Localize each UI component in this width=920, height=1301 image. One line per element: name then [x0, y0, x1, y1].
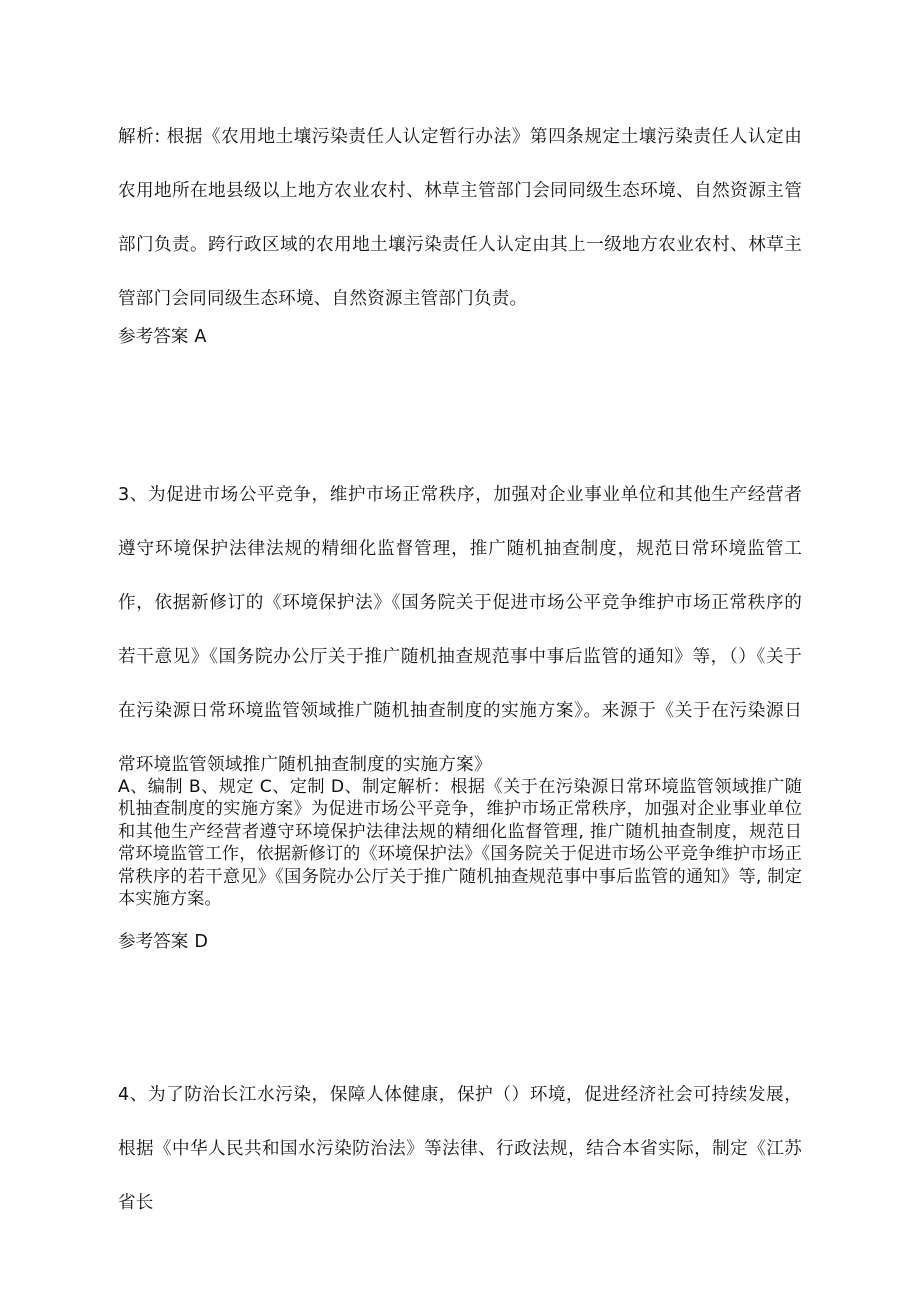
reference-answer-line-1: [118, 322, 802, 352]
question-block-4: [118, 1068, 802, 1230]
reference-answer-letter: D: [194, 932, 208, 952]
options-and-explanation-block-3: [118, 776, 802, 910]
question-block-3: [118, 468, 802, 792]
explanation-text: 解析: 根据《农用地土壤污染责任人认定暂行办法》第四条规定土壤污染责任人认定由农用地所在地县级以上地方农业农村、林草主管部门会同同级生态环境、自然资源主管部门负责。跨行政区域的农用地土壤污染责任人认定由其上一级地方农业农村、林草主管部门会同同级生态环境、自然资源主管部门负责。: [118, 127, 802, 309]
reference-answer-label: 参考答案: [118, 327, 189, 347]
reference-answer-letter: A: [194, 327, 207, 347]
explanation-block-question-2: [118, 110, 802, 326]
question-3-text: 3、为促进市场公平竞争，维护市场正常秩序，加强对企业事业单位和其他生产经营者遵守环境保护法律法规的精细化监督管理，推广随机抽查制度，规范日常环境监管工作，依据新修订的《环境保护法》《国务院关于促进市场公平竞争维护市场正常秩序的若干意见》《国务院办公厅关于推广随机抽查规范事中事后监管的通知》等，（）《关于在污染源日常环境监管领域推广随机抽查制度的实施方案》。来源于《关于在污染源日常环境监管领域推广随机抽查制度的实施方案》: [118, 485, 802, 775]
reference-answer-label: 参考答案: [118, 932, 189, 952]
question-4-text: 4、为了防治长江水污染，保障人体健康，保护（）环境，促进经济社会可持续发展，根据《中华人民共和国水污染防治法》等法律、行政法规，结合本省实际，制定《江苏省长: [118, 1085, 802, 1213]
reference-answer-block-1: [118, 322, 802, 352]
reference-answer-line-2: [118, 927, 802, 957]
reference-answer-block-2: [118, 927, 802, 957]
options-3-text: A、编制 B、规定 C、定制 D、制定解析：根据《关于在污染源日常环境监管领域推广随机抽查制度的实施方案》为促进市场公平竞争，维护市场正常秩序，加强对企业事业单位和其他生产经营者遵守环境保护法律法规的精细化监督管理, 推广随机抽查制度，规范日常环境监管工作，依据新修订的《环境保护法》《国务院关于促进市场公平竞争维护市场正常秩序的若干意见》《国务院办公厅关于推广随机抽查规范事中事后监管的通知》等, 制定本实施方案。: [118, 777, 802, 910]
